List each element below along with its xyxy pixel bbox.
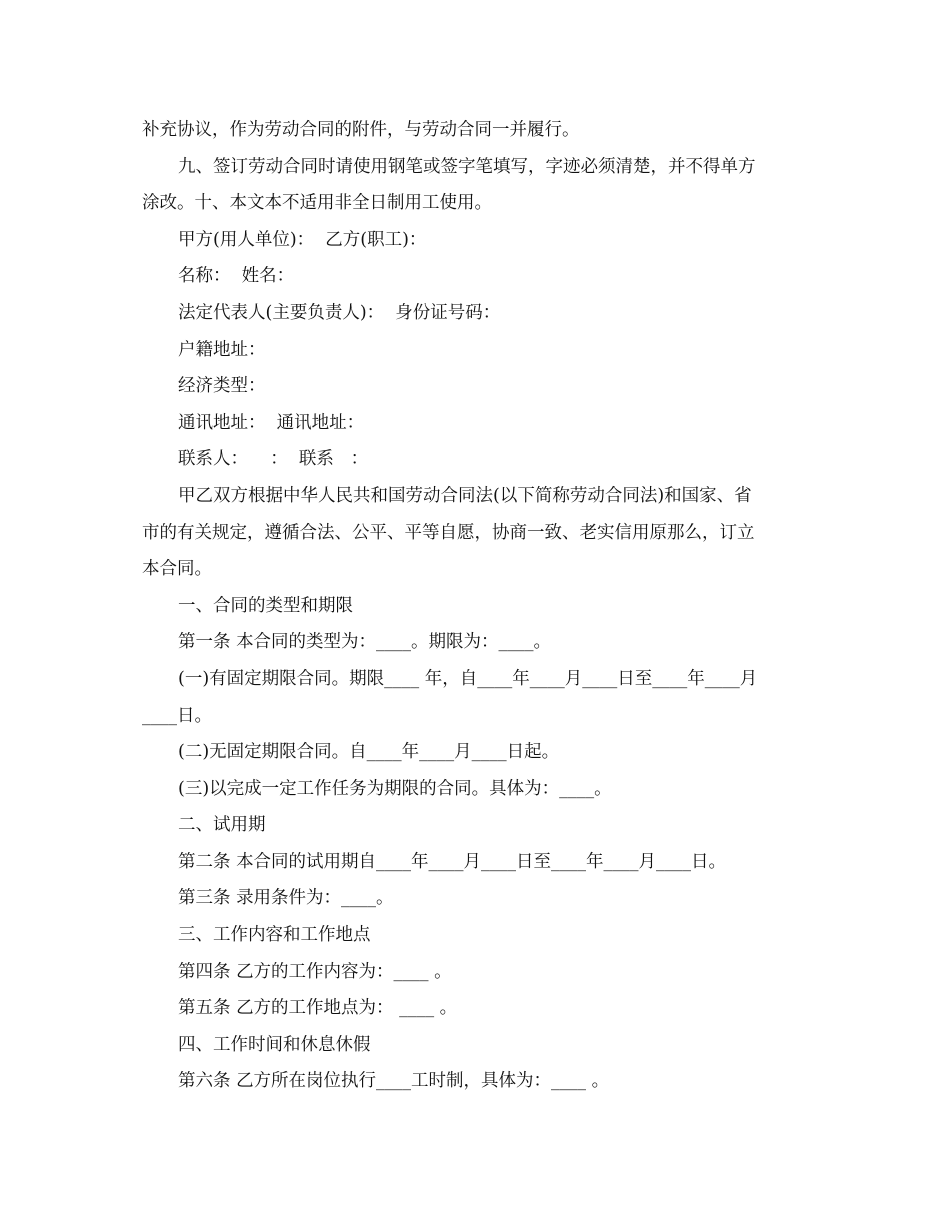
text-line: 第四条 乙方的工作内容为：____ 。 <box>178 961 452 982</box>
text-line: (三)以完成一定工作任务为期限的合同。具体为：____。 <box>178 778 612 799</box>
text-line: ____日。 <box>142 705 212 726</box>
section-heading: 三、工作内容和工作地点 <box>178 925 371 946</box>
text-line: 户籍地址： <box>178 339 266 360</box>
text-line: 本合同。 <box>142 559 212 580</box>
text-line: 第一条 本合同的类型为：____。期限为：____。 <box>178 632 552 653</box>
document-page <box>142 112 810 1100</box>
text-line: (一)有固定期限合同。期限____ 年，自____年____月____日至____年____月 <box>178 668 758 689</box>
section-heading: 一、合同的类型和期限 <box>178 595 353 616</box>
text-line: 联系人： ： 联系 ： <box>178 449 369 470</box>
text-line: 市的有关规定，遵循合法、公平、平等自愿，协商一致、老实信用原那么，订立 <box>142 522 755 543</box>
text-line: 通讯地址： 通讯地址： <box>178 412 365 433</box>
text-line: 甲方(用人单位)： 乙方(职工)： <box>178 229 427 250</box>
text-line: 法定代表人(主要负责人)： 身份证号码： <box>178 302 501 323</box>
section-heading: 四、工作时间和休息休假 <box>178 1034 371 1055</box>
text-line: 涂改。十、本文本不适用非全日制用工使用。 <box>142 193 492 214</box>
text-line: 补充协议，作为劳动合同的附件，与劳动合同一并履行。 <box>142 120 580 140</box>
text-line: 甲乙双方根据中华人民共和国劳动合同法(以下简称劳动合同法)和国家、省 <box>178 485 752 506</box>
text-line: 第六条 乙方所在岗位执行____工时制，具体为：____ 。 <box>178 1071 610 1092</box>
text-line: 第五条 乙方的工作地点为： ____ 。 <box>178 998 458 1019</box>
text-line: 第三条 录用条件为：____。 <box>178 888 394 909</box>
text-line: 名称： 姓名： <box>178 266 295 287</box>
text-line: 经济类型： <box>178 376 266 397</box>
text-line: 九、签订劳动合同时请使用钢笔或签字笔填写，字迹必须清楚，并不得单方 <box>178 156 756 177</box>
text-line: 第二条 本合同的试用期自____年____月____日至____年____月____日。 <box>178 851 727 872</box>
text-line: (二)无固定期限合同。自____年____月____日起。 <box>178 742 560 763</box>
section-heading: 二、试用期 <box>178 815 266 836</box>
